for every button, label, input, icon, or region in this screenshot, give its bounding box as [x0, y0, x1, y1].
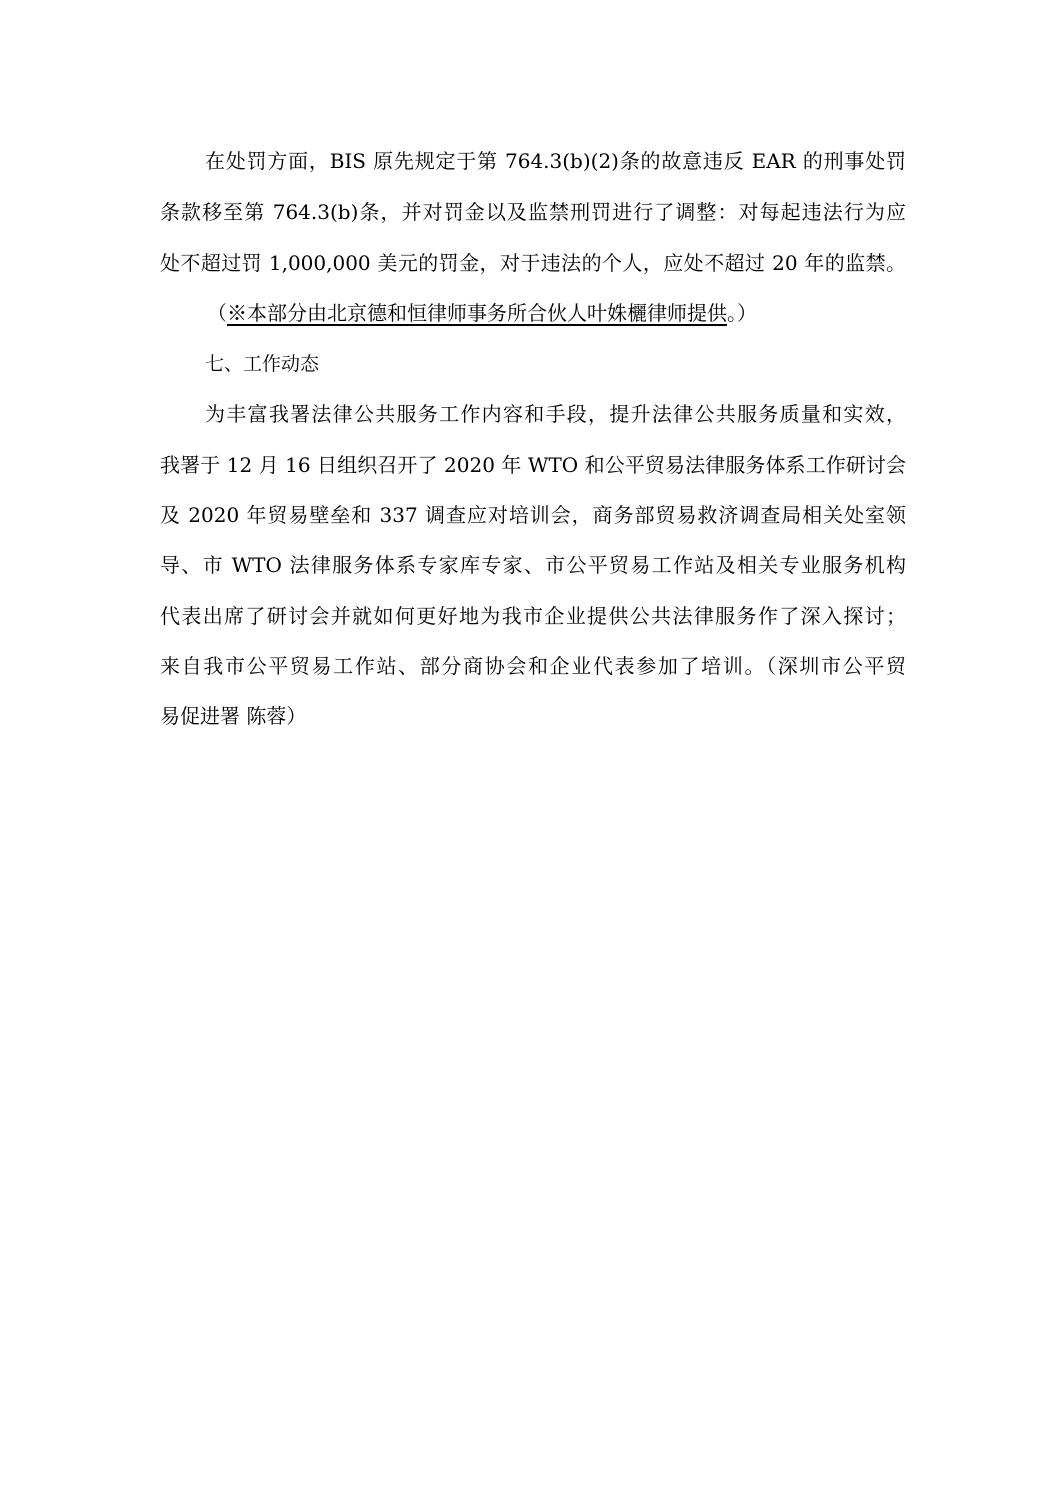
work-paragraph-line-2: 我署于 12 月 16 日组织召开了 2020 年 WTO 和公平贸易法律服务体系工作研讨会 [160, 453, 906, 477]
work-paragraph-line-6: 来自我市公平贸易工作站、部分商协会和企业代表参加了培训。（深圳市公平贸 [160, 654, 906, 678]
work-paragraph-line-7: 易促进署 陈蓉） [160, 704, 307, 728]
work-paragraph-line-1: 为丰富我署法律公共服务工作内容和手段，提升法律公共服务质量和实效， [205, 402, 906, 426]
source-note-close: 。） [727, 301, 757, 325]
source-note-open: （ [207, 301, 227, 325]
work-paragraph-line-4: 导、市 WTO 法律服务体系专家库专家、市公平贸易工作站及相关专业服务机构 [160, 553, 906, 577]
penalty-paragraph-line-2: 条款移至第 764.3(b)条，并对罚金以及监禁刑罚进行了调整：对每起违法行为应 [160, 200, 906, 224]
source-note-text: ※本部分由北京德和恒律师事务所合伙人叶姝欐律师提供 [227, 301, 727, 325]
section-heading: 七、工作动态 [205, 353, 320, 375]
source-note [207, 298, 807, 328]
penalty-paragraph-line-3: 处不超过罚 1,000,000 美元的罚金，对于违法的个人，应处不超过 20 年的监禁。 [160, 251, 906, 275]
penalty-paragraph-line-1: 在处罚方面，BIS 原先规定于第 764.3(b)(2)条的故意违反 EAR 的刑事处罚 [205, 149, 906, 173]
work-paragraph-line-3: 及 2020 年贸易壁垒和 337 调查应对培训会，商务部贸易救济调查局相关处室领 [160, 503, 906, 527]
work-paragraph-line-5: 代表出席了研讨会并就如何更好地为我市企业提供公共法律服务作了深入探讨； [160, 604, 906, 628]
